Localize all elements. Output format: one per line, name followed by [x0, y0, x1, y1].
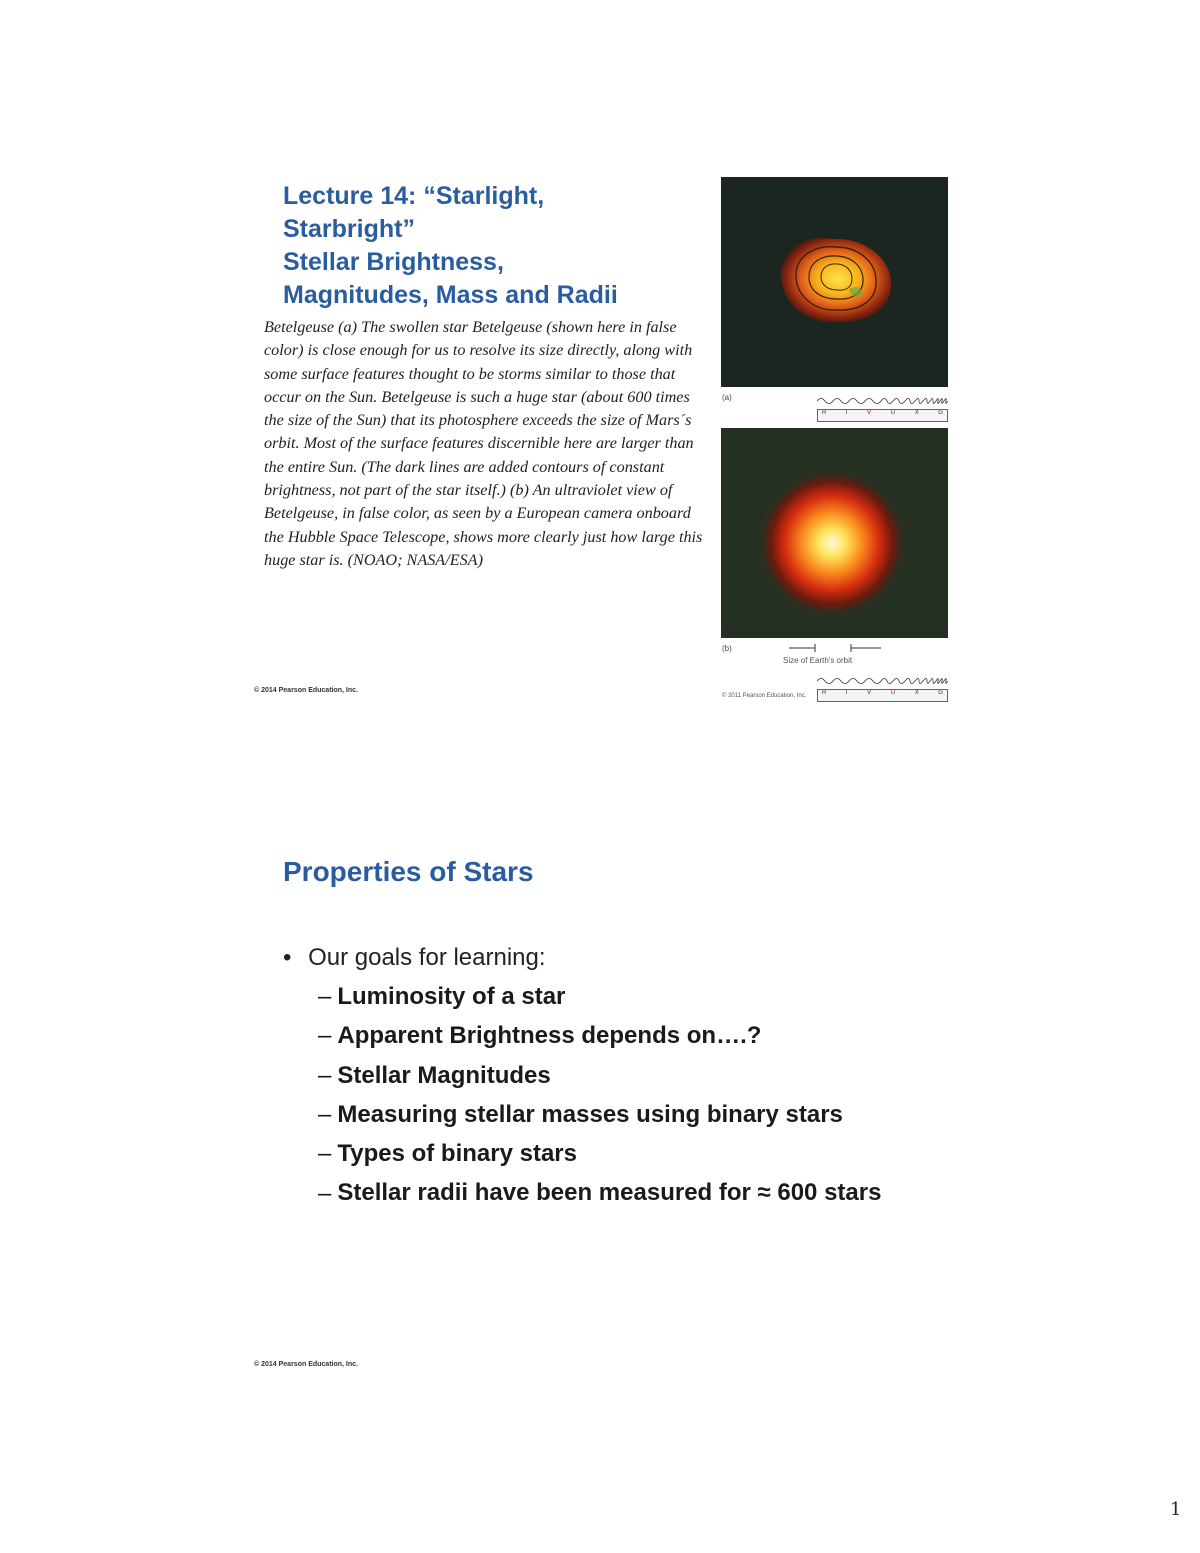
spectrum-letter: V — [867, 410, 872, 416]
goal-item-text: Apparent Brightness depends on….? — [337, 1022, 762, 1049]
spectrum-letter: R — [822, 690, 827, 696]
spectrum-band-a — [817, 409, 948, 422]
slide2-title: Properties of Stars — [283, 856, 534, 887]
figure-copyright: © 2011 Pearson Education, Inc. — [722, 693, 807, 699]
goal-item — [318, 1140, 577, 1168]
goal-item-text: Stellar radii have been measured for ≈ 600 stars — [337, 1179, 882, 1206]
wave-icon — [817, 676, 948, 684]
betelgeuse-false-color-image — [721, 177, 948, 387]
figure-label-b: (b) — [722, 644, 732, 653]
dash-icon: – — [318, 1101, 332, 1128]
dash-icon: – — [318, 983, 332, 1010]
goal-item-text: Luminosity of a star — [337, 983, 566, 1010]
spectrum-letter: I — [845, 410, 848, 416]
dash-icon: – — [318, 1140, 332, 1167]
goal-item — [318, 1180, 908, 1209]
page-number: 1 — [1170, 1499, 1182, 1520]
slide1-title — [283, 180, 703, 312]
spectrum-letter: V — [867, 690, 872, 696]
spectrum-letter: I — [845, 690, 848, 696]
goals-bullet-text: Our goals for learning: — [308, 944, 546, 971]
dash-icon: – — [318, 1062, 332, 1089]
betelgeuse-ultraviolet-image — [721, 428, 948, 638]
slide1-title-line: Starbright” — [283, 215, 415, 243]
betelgeuse-image-b — [721, 428, 948, 638]
slide1-title-line: Lecture 14: “Starlight, — [283, 182, 545, 210]
spectrum-letter: U — [890, 410, 896, 416]
goal-item-text: Stellar Magnitudes — [337, 1062, 551, 1089]
spectrum-band-b — [817, 689, 948, 702]
spectrum-letter: G — [938, 410, 943, 416]
bullet-dot-icon: • — [283, 944, 292, 971]
orbit-size-label: Size of Earth's orbit — [783, 656, 853, 665]
goal-item — [318, 1022, 761, 1050]
scale-arrows-icon — [787, 643, 887, 653]
dash-icon: – — [318, 1022, 332, 1049]
goal-item — [318, 1062, 551, 1090]
goal-item-text: Types of binary stars — [337, 1140, 577, 1167]
betelgeuse-image-a — [721, 177, 948, 387]
goal-item — [318, 1101, 843, 1129]
goal-item — [318, 983, 565, 1011]
goals-bullet — [283, 944, 546, 972]
spectrum-letter: X — [914, 690, 919, 696]
figure-label-a: (a) — [722, 393, 732, 402]
slide1-copyright: © 2014 Pearson Education, Inc. — [254, 687, 358, 694]
spectrum-letter: X — [914, 410, 919, 416]
slide1-title-line: Magnitudes, Mass and Radii — [283, 281, 618, 309]
spectrum-letter: R — [822, 410, 827, 416]
figure-caption: Betelgeuse (a) The swollen star Betelgeuse (shown here in false color) is close enough for us to resolve its size directly, along with some surface features thought to be storms similar to those that occur on the Sun. Betelgeuse is such a huge star (about 600 times the size of the Sun) that its photosphere exceeds the size of Mars´s orbit. Most of the surface features discernible here are larger than the entire Sun. (The dark lines are added contours of constant brightness, not part of the star itself.) (b) An ultraviolet view of Betelgeuse, in false color, as seen by a European camera onboard the Hubble Space Telescope, shows more clearly just how large this huge star is. (NOAO; NASA/ESA) — [264, 318, 703, 569]
spectrum-letter: G — [938, 690, 943, 696]
spectrum-bar-a — [817, 391, 948, 422]
slide1-title-line: Stellar Brightness, — [283, 248, 504, 276]
dash-icon: – — [318, 1180, 332, 1207]
spectrum-letter: U — [890, 690, 896, 696]
goal-item-text: Measuring stellar masses using binary stars — [337, 1101, 843, 1128]
spectrum-bar-b — [817, 671, 948, 702]
wave-icon — [817, 396, 948, 404]
slide2-copyright: © 2014 Pearson Education, Inc. — [254, 1361, 358, 1368]
